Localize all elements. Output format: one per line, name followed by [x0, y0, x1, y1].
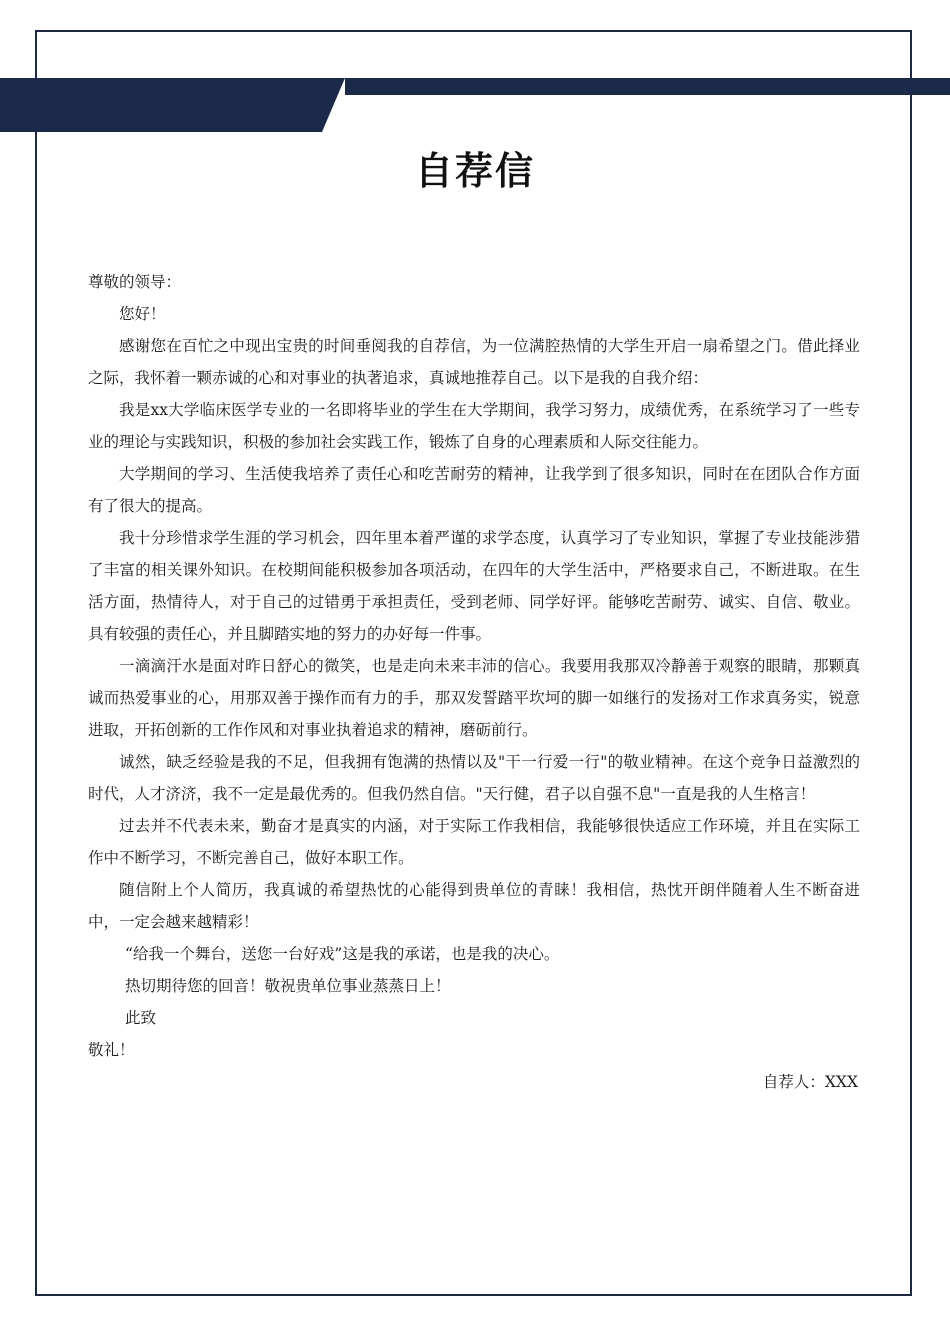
wish-line: 热切期待您的回音！敬祝贵单位事业蒸蒸日上！ — [125, 977, 451, 995]
closing-line: 此致 — [125, 1009, 157, 1027]
promise-line: “给我一个舞台，送您一台好戏”这是我的承诺，也是我的决心。 — [125, 945, 560, 963]
page-title: 自荐信 — [414, 149, 535, 193]
letter-body — [88, 266, 860, 1098]
regards-line: 敬礼！ — [88, 1041, 135, 1059]
paragraph: 过去并不代表未来，勤奋才是真实的内涵，对于实际工作我相信，我能够很快适应工作环境，并且在实际工作中不断学习，不断完善自己，做好本职工作。 — [88, 817, 860, 867]
paragraph: 我十分珍惜求学生涯的学习机会，四年里本着严谨的求学态度，认真学习了专业知识，掌握了专业技能涉猎了丰富的相关课外知识。在校期间能积极参加各项活动，在四年的大学生活中，严格要求自己，不断进取。在生活方面，热情待人，对于自己的过错勇于承担责任，受到老师、同学好评。能够吃苦耐劳、诚实、自信、敬业。具有较强的责任心，并且脚踏实地的努力的办好每一件事。 — [88, 529, 860, 643]
paragraph: 诚然，缺乏经验是我的不足，但我拥有饱满的热情以及"干一行爱一行"的敬业精神。在这个竞争日益激烈的时代，人才济济，我不一定是最优秀的。但我仍然自信。"天行健，君子以自强不息"一直是我的人生格言！ — [88, 753, 860, 803]
paragraph: 大学期间的学习、生活使我培养了责任心和吃苦耐劳的精神，让我学到了很多知识，同时在在团队合作方面有了很大的提高。 — [88, 465, 860, 515]
greeting: 您好！ — [119, 305, 166, 323]
signature: 自荐人：XXX — [762, 1073, 858, 1091]
salutation: 尊敬的领导： — [88, 273, 182, 291]
paragraph: 感谢您在百忙之中现出宝贵的时间垂阅我的自荐信，为一位满腔热情的大学生开启一扇希望之门。借此择业之际，我怀着一颗赤诚的心和对事业的执著追求，真诚地推荐自己。以下是我的自我介绍： — [88, 337, 860, 387]
paragraph: 一滴滴汗水是面对昨日舒心的微笑，也是走向未来丰沛的信心。我要用我那双冷静善于观察的眼睛，那颗真诚而热爱事业的心，用那双善于操作而有力的手，那双发誓踏平坎坷的脚一如继行的发扬对工作求真务实，锐意进取，开拓创新的工作作风和对事业执着追求的精神，磨砺前行。 — [88, 657, 860, 739]
paragraph: 我是xx大学临床医学专业的一名即将毕业的学生在大学期间，我学习努力，成绩优秀，在系统学习了一些专业的理论与实践知识，积极的参加社会实践工作，锻炼了自身的心理素质和人际交往能力。 — [88, 401, 860, 451]
paragraph: 随信附上个人简历，我真诚的希望热忱的心能得到贵单位的青睐！我相信，热忱开朗伴随着人生不断奋进中，一定会越来越精彩！ — [88, 881, 860, 931]
